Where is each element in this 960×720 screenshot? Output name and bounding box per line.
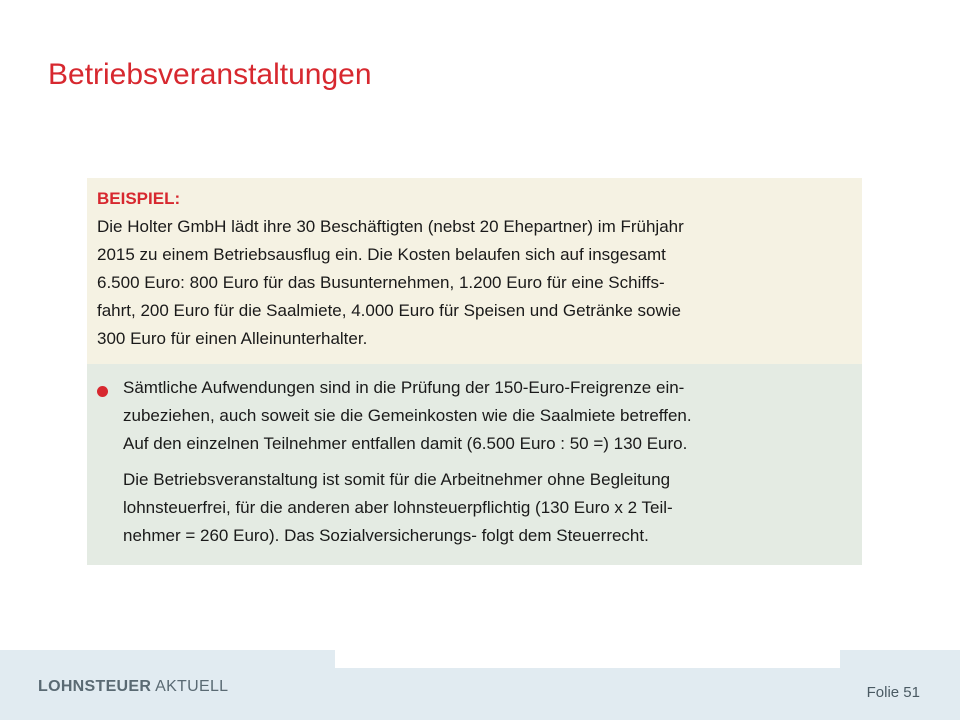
solution-paragraph-2 bbox=[123, 466, 853, 550]
solution-line: lohnsteuerfrei, für die anderen aber lohnsteuerpflichtig (130 Euro x 2 Teil- bbox=[123, 498, 673, 517]
example-box bbox=[87, 178, 862, 364]
bullet-dot-icon bbox=[97, 386, 108, 397]
solution-paragraph-1 bbox=[123, 374, 853, 458]
footer-brand bbox=[38, 678, 228, 696]
footer-brand-strong: LOHNSTEUER bbox=[38, 678, 152, 695]
solution-bullet bbox=[97, 374, 852, 550]
solution-line: nehmer = 260 Euro). Das Sozialversicherungs- folgt dem Steuerrecht. bbox=[123, 526, 649, 545]
example-line: 6.500 Euro: 800 Euro für das Busunternehmen, 1.200 Euro für eine Schiffs- bbox=[97, 273, 665, 292]
solution-box bbox=[87, 364, 862, 565]
example-line: 2015 zu einem Betriebsausflug ein. Die Kosten belaufen sich auf insgesamt bbox=[97, 245, 666, 264]
example-text bbox=[97, 213, 847, 353]
footer-tab-cutout bbox=[335, 650, 840, 668]
example-line: Die Holter GmbH lädt ihre 30 Beschäftigten (nebst 20 Ehepartner) im Frühjahr bbox=[97, 217, 684, 236]
footer-brand-light: AKTUELL bbox=[151, 678, 229, 695]
solution-line: zubeziehen, auch soweit sie die Gemeinkosten wie die Saalmiete betreffen. bbox=[123, 406, 692, 425]
example-heading: BEISPIEL: bbox=[97, 189, 181, 208]
example-line: fahrt, 200 Euro für die Saalmiete, 4.000 Euro für Speisen und Getränke sowie bbox=[97, 301, 682, 320]
solution-line: Sämtliche Aufwendungen sind in die Prüfung der 150-Euro-Freigrenze ein- bbox=[123, 378, 685, 397]
slide-number: Folie 51 bbox=[866, 684, 920, 701]
slide-title: Betriebsveranstaltungen bbox=[48, 58, 372, 91]
example-line: 300 Euro für einen Alleinunterhalter. bbox=[97, 329, 368, 348]
solution-line: Auf den einzelnen Teilnehmer entfallen damit (6.500 Euro : 50 =) 130 Euro. bbox=[123, 434, 688, 453]
solution-line: Die Betriebsveranstaltung ist somit für die Arbeitnehmer ohne Begleitung bbox=[123, 470, 671, 489]
